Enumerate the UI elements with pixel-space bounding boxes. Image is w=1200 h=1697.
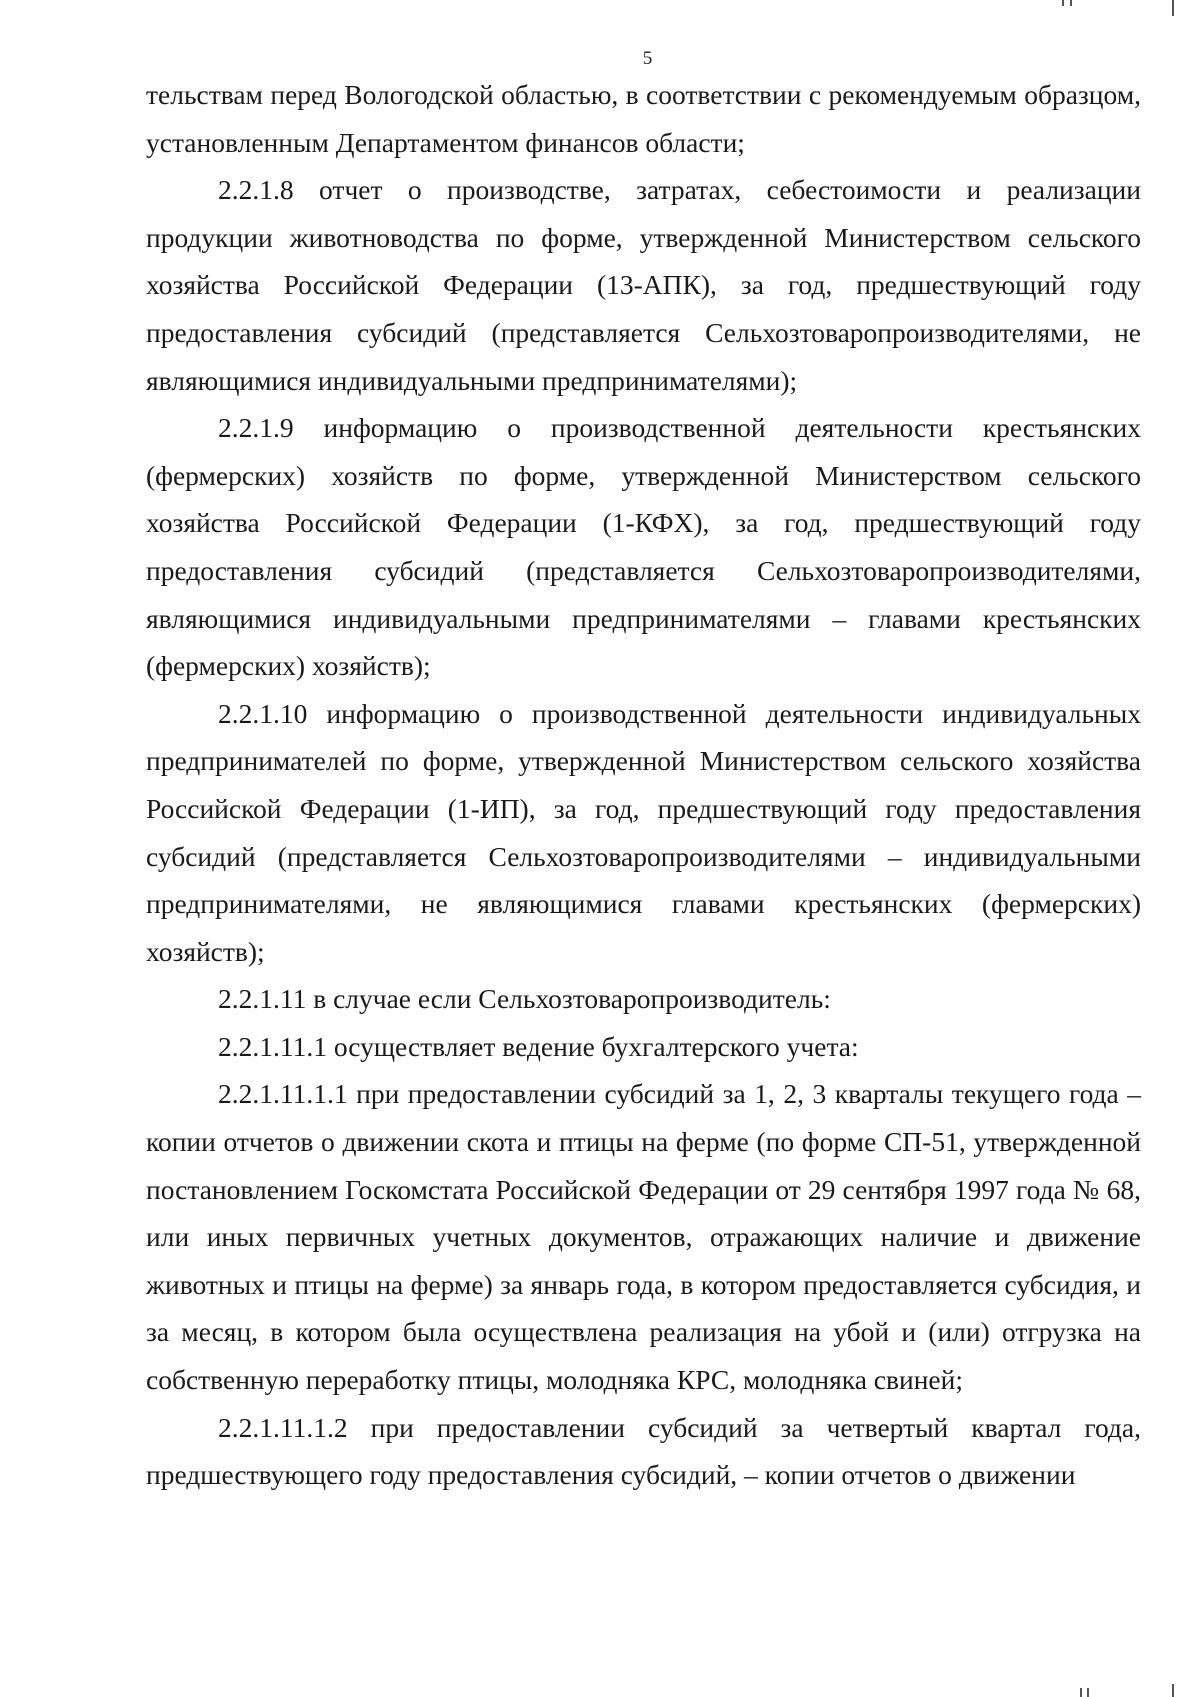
paragraph-2-2-1-11-1-2: 2.2.1.11.1.2 при предоставлении субсидий за четвертый квартал года, предшествующего году предоставления субсидий, – копии отчетов о движении <box>146 1411 1141 1491</box>
paragraph-2-2-1-9: 2.2.1.9 информацию о производственной деятельности крестьянских (фермерских) хозяйств по форме, утвержденной Министерством сельского хозяйства Российской Федерации (1-КФХ), за год, предшествующий году предоставления субсидий (представляется Сельхозтоваропроизводителями, являющимися индивидуальными предпринимателями – главами крестьянских (фермерских) хозяйств); <box>146 412 1141 682</box>
scan-edge-mark <box>1087 1688 1089 1697</box>
document-body <box>146 71 1141 1499</box>
scan-edge-mark <box>1172 1684 1174 1697</box>
paragraph-2-2-1-8: 2.2.1.8 отчет о производстве, затратах, себестоимости и реализации продукции животноводства по форме, утвержденной Министерством сельского хозяйства Российской Федерации (13-АПК), за год, предшествующий году предоставления субсидий (представляется Сельхозтоваропроизводителями, не являющимися индивидуальными предпринимателями); <box>146 174 1141 396</box>
paragraph-continuation: тельствам перед Вологодской областью, в соответствии с рекомендуемым образцом, установленным Департаментом финансов области; <box>146 79 1141 158</box>
paragraph-2-2-1-11-1: 2.2.1.11.1 осуществляет ведение бухгалтерского учета: <box>218 1030 859 1062</box>
scan-edge-mark <box>1172 0 1174 16</box>
paragraph-2-2-1-10: 2.2.1.10 информацию о производственной деятельности индивидуальных предпринимателей по форме, утвержденной Министерством сельского хозяйства Российской Федерации (1-ИП), за год, предшествующий году предоставления субсидий (представляется Сельхозтоваропроизводителями – индивидуальными предпринимателями, не являющимися главами крестьянских (фермерских) хозяйств); <box>146 697 1141 967</box>
scan-edge-mark <box>1070 0 1072 6</box>
paragraph-2-2-1-11: 2.2.1.11 в случае если Сельхозтоваропроизводитель: <box>218 983 831 1015</box>
paragraph-2-2-1-11-1-1: 2.2.1.11.1.1 при предоставлении субсидий за 1, 2, 3 кварталы текущего года – копии отчетов о движении скота и птицы на ферме (по форме СП-51, утвержденной постановлением Госкомстата Российской Федерации от 29 сентября 1997 года № 68, или иных первичных учетных документов, отражающих наличие и движение животных и птицы на ферме) за январь года, в котором предоставляется субсидия, и за месяц, в котором была осуществлена реализация на убой и (или) отгрузка на собственную переработку птицы, молодняка КРС, молодняка свиней; <box>146 1078 1141 1396</box>
scan-edge-mark <box>1062 0 1064 6</box>
scan-edge-mark <box>1080 1688 1082 1697</box>
page-number: 5 <box>642 48 653 69</box>
